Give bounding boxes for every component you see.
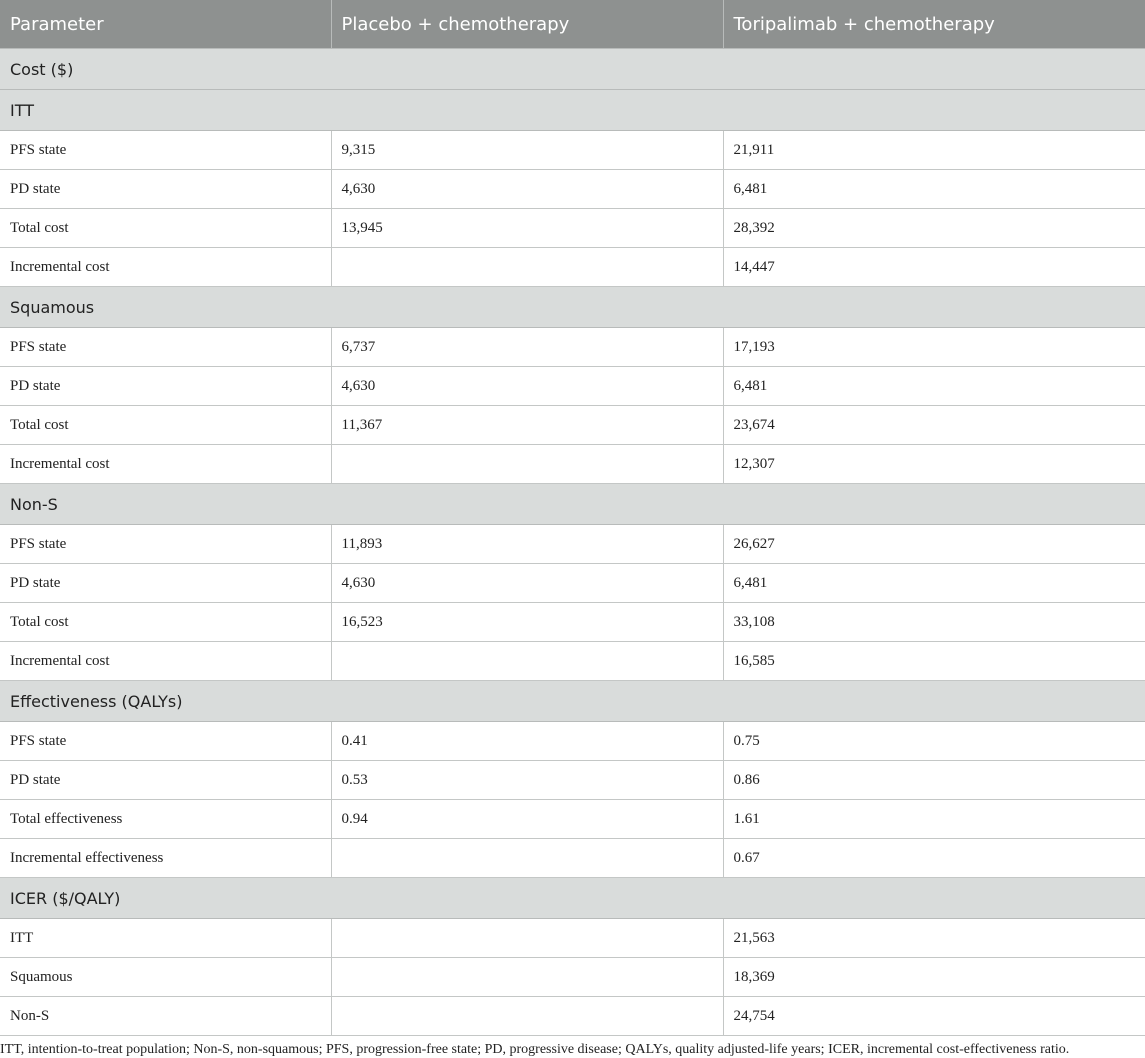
placebo-cell: 11,893 — [331, 525, 723, 564]
toripalimab-cell: 21,911 — [723, 131, 1145, 170]
placebo-cell: 16,523 — [331, 603, 723, 642]
toripalimab-cell: 33,108 — [723, 603, 1145, 642]
placebo-cell — [331, 642, 723, 681]
placebo-cell: 4,630 — [331, 170, 723, 209]
toripalimab-cell: 0.67 — [723, 839, 1145, 878]
table-row — [0, 131, 1145, 170]
table-row — [0, 328, 1145, 367]
section-title: Squamous — [0, 287, 1145, 328]
placebo-cell — [331, 445, 723, 484]
toripalimab-cell: 24,754 — [723, 997, 1145, 1036]
table-footnote: ITT, intention-to-treat population; Non-S, non-squamous; PFS, progression-free state; PD, progressive disease; QALYs, quality adjusted-life years; ICER, incremental cost-effectiveness ratio. — [0, 1042, 1070, 1057]
table-row — [0, 603, 1145, 642]
section-header-row — [0, 49, 1145, 90]
parameter-cell: ITT — [0, 919, 331, 958]
table-row — [0, 761, 1145, 800]
toripalimab-cell: 1.61 — [723, 800, 1145, 839]
parameter-cell: Total effectiveness — [0, 800, 331, 839]
section-header-row — [0, 484, 1145, 525]
toripalimab-cell: 0.86 — [723, 761, 1145, 800]
placebo-cell: 4,630 — [331, 564, 723, 603]
toripalimab-cell: 16,585 — [723, 642, 1145, 681]
section-title: Effectiveness (QALYs) — [0, 681, 1145, 722]
table-row — [0, 919, 1145, 958]
parameter-cell: Non-S — [0, 997, 331, 1036]
table-row — [0, 445, 1145, 484]
section-header-row — [0, 878, 1145, 919]
parameter-cell: PD state — [0, 367, 331, 406]
placebo-cell: 9,315 — [331, 131, 723, 170]
toripalimab-cell: 17,193 — [723, 328, 1145, 367]
table-row — [0, 997, 1145, 1036]
toripalimab-cell: 21,563 — [723, 919, 1145, 958]
table-row — [0, 209, 1145, 248]
table-row — [0, 958, 1145, 997]
parameter-cell: Incremental cost — [0, 642, 331, 681]
toripalimab-cell: 6,481 — [723, 564, 1145, 603]
table-body — [0, 49, 1145, 1036]
table-row — [0, 800, 1145, 839]
column-header-toripalimab: Toripalimab + chemotherapy — [723, 0, 1145, 49]
toripalimab-cell: 12,307 — [723, 445, 1145, 484]
section-header-row — [0, 681, 1145, 722]
parameter-cell: PFS state — [0, 328, 331, 367]
parameter-cell: Incremental cost — [0, 445, 331, 484]
parameter-cell: PD state — [0, 170, 331, 209]
parameter-cell: Squamous — [0, 958, 331, 997]
section-title: ICER ($/QALY) — [0, 878, 1145, 919]
table-row — [0, 722, 1145, 761]
placebo-cell: 0.53 — [331, 761, 723, 800]
parameter-cell: PFS state — [0, 722, 331, 761]
column-header-parameter: Parameter — [0, 0, 331, 49]
section-title: Cost ($) — [0, 49, 1145, 90]
parameter-cell: Total cost — [0, 406, 331, 445]
parameter-cell: Incremental effectiveness — [0, 839, 331, 878]
table-row — [0, 170, 1145, 209]
toripalimab-cell: 6,481 — [723, 367, 1145, 406]
placebo-cell: 0.94 — [331, 800, 723, 839]
placebo-cell — [331, 248, 723, 287]
table-row — [0, 642, 1145, 681]
toripalimab-cell: 6,481 — [723, 170, 1145, 209]
placebo-cell — [331, 919, 723, 958]
parameter-cell: Total cost — [0, 603, 331, 642]
column-header-placebo: Placebo + chemotherapy — [331, 0, 723, 49]
toripalimab-cell: 28,392 — [723, 209, 1145, 248]
parameter-cell: PFS state — [0, 525, 331, 564]
table-row — [0, 248, 1145, 287]
toripalimab-cell: 23,674 — [723, 406, 1145, 445]
section-title: Non-S — [0, 484, 1145, 525]
placebo-cell: 6,737 — [331, 328, 723, 367]
table-row — [0, 839, 1145, 878]
table-row — [0, 406, 1145, 445]
parameter-cell: Total cost — [0, 209, 331, 248]
parameter-cell: Incremental cost — [0, 248, 331, 287]
table-row — [0, 525, 1145, 564]
placebo-cell — [331, 997, 723, 1036]
toripalimab-cell: 26,627 — [723, 525, 1145, 564]
placebo-cell: 4,630 — [331, 367, 723, 406]
section-title: ITT — [0, 90, 1145, 131]
table-row — [0, 564, 1145, 603]
placebo-cell: 13,945 — [331, 209, 723, 248]
placebo-cell: 11,367 — [331, 406, 723, 445]
table-header — [0, 0, 1145, 49]
placebo-cell: 0.41 — [331, 722, 723, 761]
parameter-cell: PD state — [0, 564, 331, 603]
toripalimab-cell: 14,447 — [723, 248, 1145, 287]
placebo-cell — [331, 839, 723, 878]
parameter-cell: PD state — [0, 761, 331, 800]
toripalimab-cell: 18,369 — [723, 958, 1145, 997]
section-header-row — [0, 90, 1145, 131]
toripalimab-cell: 0.75 — [723, 722, 1145, 761]
table-row — [0, 367, 1145, 406]
placebo-cell — [331, 958, 723, 997]
parameter-cell: PFS state — [0, 131, 331, 170]
section-header-row — [0, 287, 1145, 328]
